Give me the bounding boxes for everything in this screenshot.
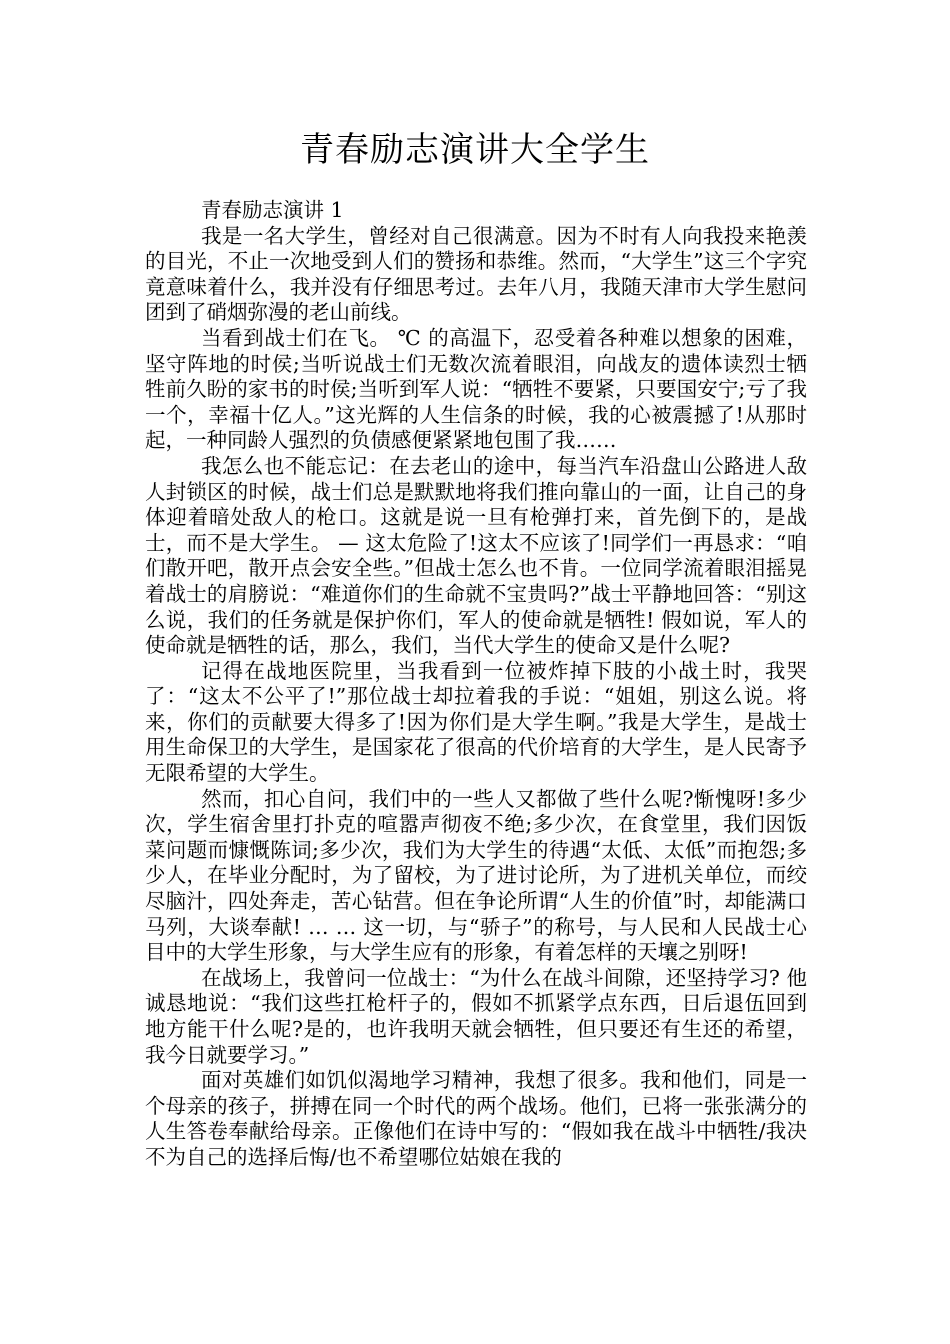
paragraph: 记得在战地医院里，当我看到一位被炸掉下肢的小战土时，我哭了：“这太不公平了!”那位战士却拉着我的手说：“姐姐，别这么说。将来，你们的贡献要大得多了!因为你们是大学生啊。”我是大学生，是战士用生命保卫的大学生，是国家花了很高的代价培育的大学生，是人民寄予无限希望的大学生。 bbox=[145, 658, 807, 786]
document-body bbox=[145, 198, 807, 1171]
paragraph: 我怎么也不能忘记：在去老山的途中，每当汽车沿盘山公路进人敌人封锁区的时候，战士们总是默默地将我们推向靠山的一面，让自己的身体迎着暗处敌人的枪口。这就是说一旦有枪弹打来，首先倒下的，是战士，而不是大学生。 — 这太危险了!这太不应该了!同学们一再恳求：“咱们散开吧，散开点会安全些。”但战士怎么也不肯。一位同学流着眼泪摇晃着战士的肩膀说：“难道你们的生命就不宝贵吗?”战士平静地回答：“别这么说，我们的任务就是保护你们，军人的使命就是牺牲! 假如说，军人的使命就是牺牲的话，那么，我们，当代大学生的使命又是什么呢? bbox=[145, 453, 807, 658]
paragraph: 面对英雄们如饥似渴地学习精神，我想了很多。我和他们，同是一个母亲的孩子，拼搏在同一个时代的两个战场。他们，已将一张张满分的人生答卷奉献给母亲。正像他们在诗中写的：“假如我在战斗中牺牲/我决不为自己的选择后悔/也不希望哪位姑娘在我的 bbox=[145, 1068, 807, 1169]
paragraph: 然而，扣心自问，我们中的一些人又都做了些什么呢?惭愧呀!多少次，学生宿舍里打扑克的喧嚣声彻夜不绝;多少次，在食堂里，我们因饭菜问题而慷慨陈词;多少次，我们为大学生的待遇“太低、太低”而抱怨;多少人，在毕业分配时，为了留校，为了进讨论所，为了进机关单位，而绞尽脑汁，四处奔走，苦心钻营。但在争论所谓“人生的价值”时，却能满口马列，大谈奉献! … … 这一切，与“骄子”的称号，与人民和人民战士心目中的大学生形象，与大学生应有的形象，有着怎样的天壤之别呀! bbox=[145, 786, 807, 965]
paragraph: 在战场上，我曾问一位战士：“为什么在战斗间隙，还坚持学习? 他诚恳地说：“我们这些扛枪杆子的，假如不抓紧学点东西，日后退伍回到地方能干什么呢?是的，也许我明天就会牺牲，但只要还有生还的希望，我今日就要学习。” bbox=[145, 965, 807, 1067]
paragraph: 我是一名大学生，曾经对自己很满意。因为不时有人向我投来艳羡的目光，不止一次地受到人们的赞扬和恭维。然而，“大学生”这三个字究竟意味着什么，我并没有仔细思考过。去年八月，我随天津市大学生慰问团到了硝烟弥漫的老山前线。 bbox=[145, 223, 807, 325]
document-title: 青春励志演讲大全学生 bbox=[300, 130, 650, 170]
section-heading: 青春励志演讲 1 bbox=[201, 198, 344, 222]
paragraph: 当看到战士们在飞。 ℃ 的高温下，忍受着各种难以想象的困难，坚守阵地的时侯;当听说战士们无数次流着眼泪，向战友的遗体读烈士牺牲前久盼的家书的时侯;当听到军人说：“牺牲不要紧，只要国安宁;亏了我一个，幸福十亿人。”这光辉的人生信条的时候，我的心被震撼了!从那时起，一种同龄人强烈的负债感便紧紧地包围了我…… bbox=[145, 325, 807, 453]
